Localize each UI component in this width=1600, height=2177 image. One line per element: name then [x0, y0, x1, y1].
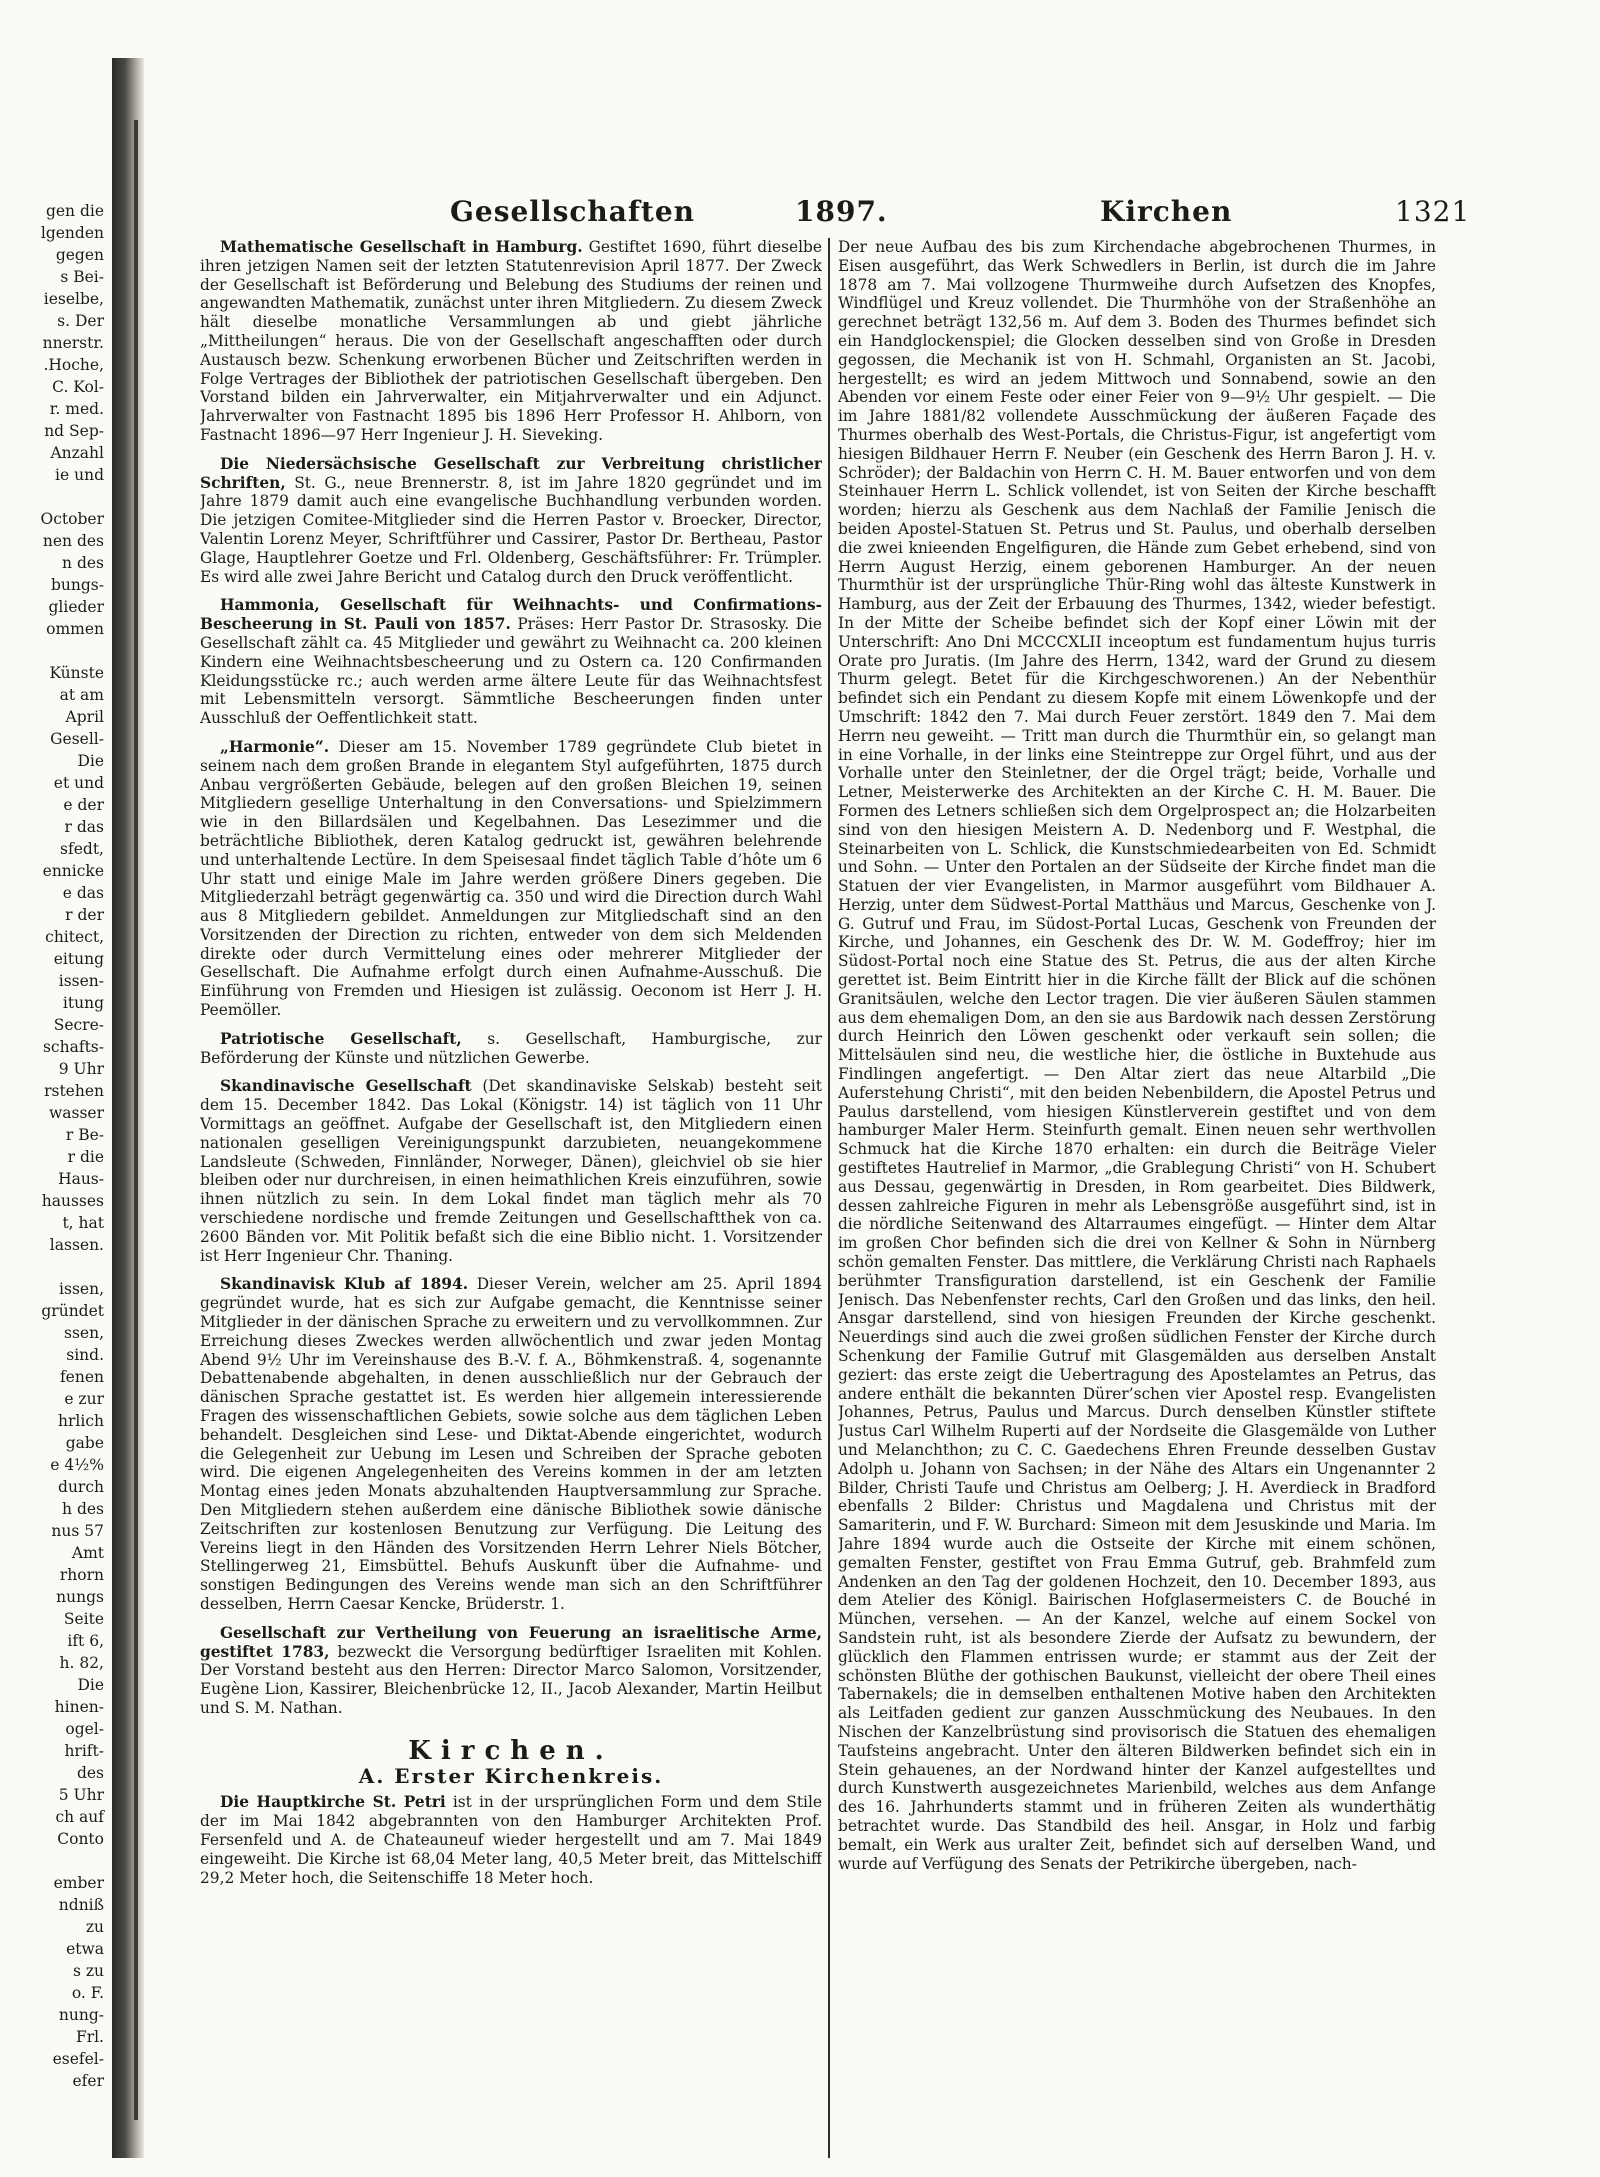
page-gutter-line [134, 120, 138, 2120]
society-entry-text: Dieser Verein, welcher am 25. April 1894 gegründet wurde, hat es sich zur Aufgabe gemacht, die Kenntnisse seiner Mitglieder in der dänischen Sprache zu erweitern und zu vervollkommnen. Zur Erreichung dieses Zweckes werden allwöchentlich und zwar jeden Montag Abend 9½ Uhr im Vereinshause des B.-V. f. A., Böhmkenstraß. 4, sogenannte Debattenabende abgehalten, in denen ausschließlich nur der Gebrauch der dänischen Sprache gestattet ist. Es werden hier allgemein interessierende Fragen des wissenschaftlichen Gebiets, sowie solche aus dem täglichen Leben behandelt. Desgleichen sind Lese- und Diktat-Abende eingerichtet, wodurch die Gelegenheit zur Uebung im Lesen und Schreiben der Sprache geboten wird. Die eigenen Angelegenheiten des Vereins kommen in der am letzten Montag eines jeden Monats abzuhaltenden Hauptversammlung zur Sprache. Den Mitgliedern stehen außerdem eine dänische Bibliothek sowie dänische Zeitschriften zur kostenlosen Benutzung zur Verfügung. Die Leitung des Vereins liegt in den Händen des Vorsitzenden Herrn Lehrer Niels Bötcher, Stellingerweg 21, Eimsbüttel. Behufs Auskunft über die Aufnahme- und sonstigen Bedingungen des Vereins wende man sich an den Schriftführer desselben, Herrn Caesar Kencke, Brüderstr. 1. [200, 1275, 822, 1613]
society-entry [200, 1624, 822, 1718]
society-entry [200, 455, 822, 587]
left-page-line [0, 1256, 112, 1278]
society-entry [200, 596, 822, 728]
left-page-line: ieselbe, [43, 290, 104, 308]
left-page-line: lassen. [49, 1236, 104, 1254]
left-page-line: Secre- [53, 1016, 104, 1034]
right-column [838, 238, 1436, 2158]
left-page-line: gegen [55, 246, 104, 264]
left-page-line: wasser [49, 1104, 104, 1122]
header-right: Kirchen [1100, 195, 1233, 228]
left-page-line: nus 57 [51, 1522, 104, 1540]
society-entry-title: Gesellschaft zur Vertheilung von Feuerung an israelitische Arme, gestiftet 1783, [200, 1623, 822, 1661]
society-entry-text: Präses: Herr Pastor Dr. Strasosky. Die Gesellschaft zählt ca. 45 Mitglieder und gewährt zu Weihnacht ca. 200 kleinen Kindern eine Weihnachtsbescheerung und zu Ostern ca. 120 Confirmanden Kleidungsstücke rc.; auch werden arme ältere Leute für das Weihnachtsfest mit Lebensmitteln versorgt. Sämmtliche Bescheerungen finden unter Ausschluß der Oeffentlichkeit statt. [200, 615, 822, 728]
left-page-line [0, 486, 112, 508]
left-page-line: nen des [42, 532, 104, 550]
left-page-line: Frl. [75, 2028, 104, 2046]
left-page-line: chitect, [45, 928, 104, 946]
left-page-line: ch auf [55, 1808, 104, 1826]
left-page-line: April [65, 708, 104, 726]
left-page-line: sind. [66, 1346, 104, 1364]
society-entry-text: s. Gesellschaft, Hamburgische, zur Beförderung der Künste und nützlichen Gewerbe. [200, 1029, 822, 1067]
left-page-line: efer [72, 2072, 104, 2090]
society-entry-title: Patriotische Gesellschaft, [220, 1029, 462, 1048]
left-page-line: issen, [59, 1280, 104, 1298]
society-entry-text: Gestiftet 1690, führt dieselbe ihren jetzigen Namen seit der letzten Statutenrevision April 1877. Der Zweck der Gesellschaft ist Beförderung und Belebung des Studiums der reinen und angewandten Mathematik, zunächst unter ihren Mitgliedern. Zu diesem Zweck hält dieselbe monatliche Versammlungen ab und giebt jährliche „Mittheilungen“ heraus. Die von der Gesellschaft angeschafften oder durch Austausch bezw. Schenkung erworbenen Bücher und Zeitschriften werden in Folge Vertrages der Bibliothek der patriotischen Gesellschaft übergeben. Den Vorstand bilden ein Jahrverwalter, ein Mitjahrverwalter und ein Adjunct. Jahrverwalter von Fastnacht 1895 bis 1896 Herr Professor H. Ahlborn, von Fastnacht 1896—97 Herr Ingenieur J. H. Sieveking. [200, 238, 822, 444]
left-page-line: etwa [66, 1940, 104, 1958]
left-page-line: at am [59, 686, 104, 704]
left-page-line: zu [85, 1918, 104, 1936]
left-page-line: ennicke [42, 862, 104, 880]
left-page-line: ommen [46, 620, 104, 638]
left-page-line: s. Der [57, 312, 104, 330]
society-entry-title: Skandinavisk Klub af 1894. [220, 1275, 469, 1294]
page-header [200, 195, 1520, 235]
left-page-line: ember [53, 1874, 104, 1892]
left-page-line: Die [77, 752, 104, 770]
society-entry-title: Skandinavische Gesellschaft [220, 1077, 472, 1096]
left-page-line: 9 Uhr [58, 1060, 104, 1078]
society-entry-text: Dieser am 15. November 1789 gegründete Club bietet in seinem nach dem großen Brande in elegantem Styl aufgeführten, 1875 durch Anbau vergrößerten Gebäude, belegen auf den großen Bleichen 19, seinen Mitgliedern gesellige Unterhaltung in den Conversations- und Spielzimmern wie in den Billardsälen und Kegelbahnen. Das Lesezimmer und die beträchtliche Bibliothek, deren Katalog gedruckt ist, gewähren belehrende und unterhaltende Lectüre. In dem Speisesaal findet täglich Table d’hôte um 6 Uhr statt und einige Male im Jahre werden größere Diners gegeben. Die Mitgliederzahl beträgt gegenwärtig ca. 350 und wird die Direction durch Wahl aus 8 Mitgliedern gebildet. Anmeldungen zur Mitgliedschaft sind an den Vorsitzenden der Direction zu richten, entweder von dem sich Meldenden direkte oder durch Vermittelung eines oder mehrerer Mitglieder der Gesellschaft. Die Aufnahme erfolgt durch einen Aufnahme-Ausschuß. Die Einführung von Fremden und Hiesigen ist zulässig. Oeconom ist Herr J. H. Peemöller. [200, 737, 822, 1020]
left-page-line: sfedt, [60, 840, 104, 858]
left-page-line: itung [62, 994, 104, 1012]
left-page-line: schafts- [42, 1038, 104, 1056]
left-page-line: ogel- [65, 1720, 104, 1738]
left-page-line [0, 1850, 112, 1872]
left-page-line: t, hat [62, 1214, 104, 1232]
left-page-line: s Bei- [60, 268, 104, 286]
left-page-line: durch [58, 1478, 104, 1496]
society-entry-title: Hammonia, Gesellschaft für Weihnachts- und Confirmations-Bescheerung in St. Pauli von 1857. [200, 596, 822, 634]
column-divider [828, 238, 830, 2158]
left-page-line: o. F. [71, 1984, 104, 2002]
left-page-line: gabe [65, 1434, 104, 1452]
society-entry-text: St. G., neue Brennerstr. 8, ist im Jahre 1820 gegründet und im Jahre 1879 damit auch eine evangelische Buchhandlung verbunden worden. Die jetzigen Comitee-Mitglieder sind die Herren Pastor v. Broecker, Director, Valentin Lorenz Meyer, Schriftführer und Cassirer, Pastor Dr. Bertheau, Pastor Glage, Hauptlehrer Goetze und Frl. Oldenberg, Geschäftsführer: Fr. Trümpler. Es wird alle zwei Jahre Bericht und Catalog durch den Druck veröffentlicht. [200, 473, 822, 586]
society-entry [200, 1275, 822, 1613]
left-page-line: gen die [45, 202, 104, 220]
left-page-line: eitung [53, 950, 104, 968]
left-page-line: 5 Uhr [58, 1786, 104, 1804]
section-title: Kirchen. [408, 1735, 614, 1766]
left-page-line: rstehen [44, 1082, 104, 1100]
society-entry [200, 738, 822, 1020]
left-page-line: e das [62, 884, 104, 902]
left-page-line: issen- [58, 972, 104, 990]
left-page-line: fenen [59, 1368, 104, 1386]
left-page-line: C. Kol- [52, 378, 104, 396]
left-page-line: Amt [71, 1544, 104, 1562]
subsection-title: A. Erster Kirchenkreis. [358, 1763, 664, 1788]
page-number: 1321 [1395, 195, 1471, 228]
left-column [200, 238, 822, 2158]
left-page-line: nnerstr. [42, 334, 104, 352]
church-entry [200, 1793, 822, 1887]
left-page-line: October [40, 510, 104, 528]
left-page-line: ndniß [58, 1896, 104, 1914]
society-entry-title: Die Niedersächsische Gesellschaft zur Verbreitung christlicher Schriften, [200, 454, 822, 492]
left-page-line [0, 640, 112, 662]
book-spine [112, 58, 144, 2158]
left-page-line: hinen- [54, 1698, 104, 1716]
left-page-line: ie und [55, 466, 104, 484]
left-page-line: r das [64, 818, 104, 836]
left-page-line: r. med. [49, 400, 104, 418]
left-page-line: lgenden [40, 224, 104, 242]
left-page-line: Die [77, 1676, 104, 1694]
left-page-line: hrlich [58, 1412, 104, 1430]
left-page-line: gründet [41, 1302, 104, 1320]
society-entry [200, 238, 822, 445]
left-page-line: h. 82, [59, 1654, 104, 1672]
society-entry-title: Mathematische Gesellschaft in Hamburg. [220, 238, 583, 256]
left-page-line: Seite [63, 1610, 104, 1628]
left-page-line: hausses [41, 1192, 104, 1210]
left-page-line: hrift- [64, 1742, 104, 1760]
left-page-line: h des [62, 1500, 104, 1518]
society-entry-text: bezweckt die Versorgung bedürftiger Israeliten mit Kohlen. Der Vorstand besteht aus den Herren: Director Marco Salomon, Vorsitzender, Eugène Lion, Kassirer, Bleichenbrücke 12, II., Jacob Alexander, Martin Heilbut und S. M. Nathan. [200, 1642, 822, 1717]
church-description-paragraph: Der neue Aufbau des bis zum Kirchendache abgebrochenen Thurmes, in Eisen ausgeführt, das Werk Schwedlers in Berlin, ist durch die im Jahre 1878 am 7. Mai vollzogene Thurmweihe durch Aufsetzen des Knopfes, Windflügel und Kreuz vollendet. Die Thurmhöhe von der Straßenhöhe an gerechnet beträgt 132,56 m. Auf dem 3. Boden des Thurmes befindet sich ein Handglockenspiel; die Glocken desselben sind von Große in Dresden gegossen, die Mechanik ist von H. Schmahl, Organisten an St. Jacobi, hergestellt; es wird an jedem Mittwoch und Sonnabend, sowie an den Abenden vor einem Feste oder einer Feier von 9—9½ Uhr gespielt. — Die im Jahre 1881/82 vollendete Ausschmückung der äußeren Façade des Thurmes oberhalb des West-Portals, die Christus-Figur, ist angefertigt vom hiesigen Bildhauer Herrn F. Neuber (ein Geschenk des Herrn Baron J. H. v. Schröder); der Baldachin von Herrn C. H. M. Bauer entworfen und von dem Steinhauer Herrn L. Schlick vollendet, ist von Seiten der Kirche beschafft worden; hierzu als Geschenk aus dem Nachlaß der Familie Jenisch die beiden Apostel-Statuen St. Petrus und St. Paulus, und oberhalb derselben die zwei knieenden Engelfiguren, die Hände zum Gebet erhebend, sind von Herrn August Herzig, einem geborenen Hamburger. An der neuen Thurmthür ist der ursprüngliche Thür-Ring wohl das älteste Kunstwerk in Hamburg, aus der Zeit der Erbauung des Thurmes, 1342, wieder befestigt. In der Mitte der Scheibe befindet sich der Kopf einer Löwin mit der Unterschrift: Ano Dni MCCCXLII inceoptum est fundamentum hujus turris Orate pro Juratis. (Im Jahre des Herrn, 1342, ward der Grund zu diesem Thurm gelegt. Betet für die Kirchgeschworenen.) An der Nebenthür befindet sich ein Pendant zu diesem Kopfe mit einem Löwenkopfe und der Umschrift: 1842 den 7. Mai durch Feuer zerstört. 1849 den 7. Mai dem Herrn neu geweiht. — Tritt man durch die Thurmthür ein, so gelangt man in eine Vorhalle, in der links eine Steintreppe zur Orgel führt, und aus der Vorhalle unter den Steinletner, der die Orgel trägt; beide, Vorhalle und Letner, Meisterwerke des Architekten an der Kirche C. H. M. Bauer. Die Formen des Letners schließen sich dem Orgelprospect an; die Holzarbeiten sind von den hiesigen Meistern A. D. Nedenborg und F. Westphal, die Steinarbeiten von L. Schlick, die Kunstschmiedearbeiten von Ed. Schmidt und Sohn. — Unter den Portalen an der Südseite der Kirche findet man die Statuen der vier Evangelisten, in Marmor ausgeführt vom Bildhauer A. Herzig, unter dem Südwest-Portal Matthäus und Marcus, Geschenke von J. G. Gutruf und Frau, im Südost-Portal Lucas, Geschenk von Freunden der Kirche, und Johannes, ein Geschenk des Dr. W. M. Godeffroy; hier im Südost-Portal noch eine Statue des St. Petrus, die aus der alten Kirche gerettet ist. Beim Eintritt hier in die Kirche fällt der Blick auf die schönen Granitsäulen, welche den Lector tragen. Die vier äußeren Säulen stammen aus dem ehemaligen Dom, an den sie aus Bardowik nach dessen Zerstörung durch Heinrich den Löwen geschenkt oder verkauft sein sollen; die Mittelsäulen sind neu, die westliche hier, die östliche in Buxtehude aus Findlingen angefertigt. — Den Altar ziert das neue Altarbild „Die Auferstehung Christi“, mit den beiden Nebenbildern, die Apostel Petrus und Paulus darstellend, vom hiesigen Künstlerverein gestiftet und von dem hamburger Maler Herm. Steinfurth gemalt. Einen neuen sehr werthvollen Schmuck hat die Kirche 1870 erhalten: ein durch die Beiträge Vieler gestiftetes Hautrelief in Marmor, „die Grablegung Christi“ von H. Schubert aus Dessau, gegenwärtig in Dresden, in Rom gearbeitet. Dies Bildwerk, dessen zahlreiche Figuren in mehr als Lebensgröße ausgeführt sind, ist in die nördliche Seitenwand des Altarraumes eingefügt. — Hinter dem Altar im großen Chor befinden sich die drei von Kellner & Sohn in Nürnberg schön gemalten Fenster. Das mittlere, die Verklärung Christi nach Raphaels berühmter Transfiguration darstellend, ist ein Geschenk der Familie Jenisch. Das Nebenfenster rechts, Carl den Großen und das links, den heil. Ansgar darstellend, sind von hiesigen Freunden der Kirche geschenkt. Neuerdings sind auch die zwei großen südlichen Fenster der Kirche durch Schenkung der Familie Gutruf mit Glasgemälden aus derselben Anstalt geziert: das erste zeigt die Uebertragung des Apostelamtes an Petrus, das andere enthält die bekannten Dürer’schen vier Apostel resp. Evangelisten Johannes, Petrus, Paulus und Marcus. Durch denselben Künstler stiftete Justus Carl Wilhelm Ruperti auf der Nordseite die Glasgemälde von Luther und Melanchthon; zu C. C. Gaedechens Ehren Freunde desselben Gustav Adolph u. Johann von Sachsen; in der Nähe des Altars ein Ungenannter 2 Bilder, Christi Taufe und Christus am Oelberg; J. H. Averdieck in Bradford ebenfalls 2 Bilder: Christus und Magdalena und Christus mit der Samariterin, und F. W. Burchard: Simeon mit dem Jesuskinde und Maria. Im Jahre 1894 wurde auch die Ostseite der Kirche mit einem schönen, gemalten Fenster, gestiftet von Frau Emma Gutruf, geb. Brahmfeld zum Andenken an den Tag der goldenen Hochzeit, den 10. December 1893, aus dem Atelier des Königl. Bairischen Hofglasermeisters C. de Bouché in München, versehen. — An der Kanzel, welche auf einem Sockel von Sandstein ruht, ist als besondere Zierde der Aufsatz zu bewundern, der glücklich den Flammen entrissen wurde; er stammt aus der Zeit der schönsten Blüthe der gothischen Baukunst, vielleicht der obere Theil eines Tabernakels; die in demselben enthaltenen Motive haben den Architekten als Leitfaden gedient zur ganzen Ausschmückung des Neubaues. In den Nischen der Kanzelbrüstung sind provisorisch die Statuen des ehemaligen Taufsteins angebracht. Unter den älteren Bildwerken befindet sich ein in Stein gehauenes, an der Nordwand hinter der Kanzel aufgestelltes und durch Kunstwerth ausgezeichnetes Marienbild, welches aus dem Anfange des 16. Jahrhunderts stammt und in früheren Zeiten als wunderthätig betrachtet wurde. Das Standbild des heil. Ansgar, in Holz und farbig bemalt, ein Werk aus uralter Zeit, befindet sich auf derselben Wand, und wurde auf Verfügung des Senats der Petrikirche übergeben, nach- [838, 238, 1436, 1873]
left-page-line: Haus- [58, 1170, 104, 1188]
left-page-line: esefel- [52, 2050, 104, 2068]
left-page-line: .Hoche, [43, 356, 104, 374]
header-left: Gesellschaften [450, 195, 696, 228]
left-page-line: ift 6, [67, 1632, 104, 1650]
left-page-line: e zur [64, 1390, 104, 1408]
left-page-line: r die [67, 1148, 104, 1166]
society-entry [200, 1077, 822, 1265]
left-page-line: s zu [72, 1962, 104, 1980]
left-page-line: nungs [56, 1588, 104, 1606]
left-page-line: ssen, [64, 1324, 104, 1342]
society-entry-text: (Det skandinaviske Selskab) besteht seit dem 15. December 1842. Das Lokal (Königstr. 14) ist täglich von 11 Uhr Vormittags an geöffnet. Aufgabe der Gesellschaft ist, den Mitgliedern einen nationalen geselligen Vereinigungspunkt darzubieten, neuangekommene Landsleute (Schweden, Finnländer, Norweger, Dänen), gleichviel ob sie hier bleiben oder nur durchreisen, in einen heimathlichen Kreis einzuführen, sowie ihnen nützlich zu sein. In dem Lokal findet man täglich mehr als 70 verschiedene nordische und fremde Zeitungen und Gesellschaftthek von ca. 2600 Bänden vor. Mit Politik befaßt sich die eine Biblio nicht. 1. Vorsitzender ist Herr Ingenieur Chr. Thaning. [200, 1077, 822, 1265]
left-page-line: Gesell- [50, 730, 104, 748]
left-page-line: nung- [58, 2006, 104, 2024]
left-page-line: et und [53, 774, 104, 792]
left-page-line: glieder [48, 598, 104, 616]
left-page-line: r Be- [65, 1126, 104, 1144]
left-page-line: Künste [49, 664, 104, 682]
left-page-line: rhorn [59, 1566, 104, 1584]
church-entry-title: Die Hauptkirche St. Petri [220, 1793, 446, 1812]
header-year: 1897. [795, 195, 888, 228]
society-entry-title: „Harmonie“. [220, 737, 330, 756]
left-page-line: Anzahl [50, 444, 104, 462]
left-page-line: Conto [57, 1830, 104, 1848]
left-page-line: e 4½% [50, 1456, 104, 1474]
church-entry-text: ist in der ursprünglichen Form und dem Stile der im Mai 1842 abgebrannten von den Hamburger Architekten Prof. Fersenfeld und A. de Chateauneuf wieder hergestellt und am 7. Mai 1849 eingeweiht. Die Kirche ist 68,04 Meter lang, 40,5 Meter breit, das Mittelschiff 29,2 Meter hoch, die Seitenschiffe 18 Meter hoch. [200, 1793, 822, 1887]
left-page-line: n des [62, 554, 104, 572]
left-page-line: des [76, 1764, 104, 1782]
society-entry [200, 1030, 822, 1068]
left-page-fragment [0, 200, 112, 2150]
left-page-line: r der [65, 906, 104, 924]
left-page-line: bungs- [50, 576, 104, 594]
left-page-line: e der [63, 796, 104, 814]
left-page-line: nd Sep- [44, 422, 104, 440]
